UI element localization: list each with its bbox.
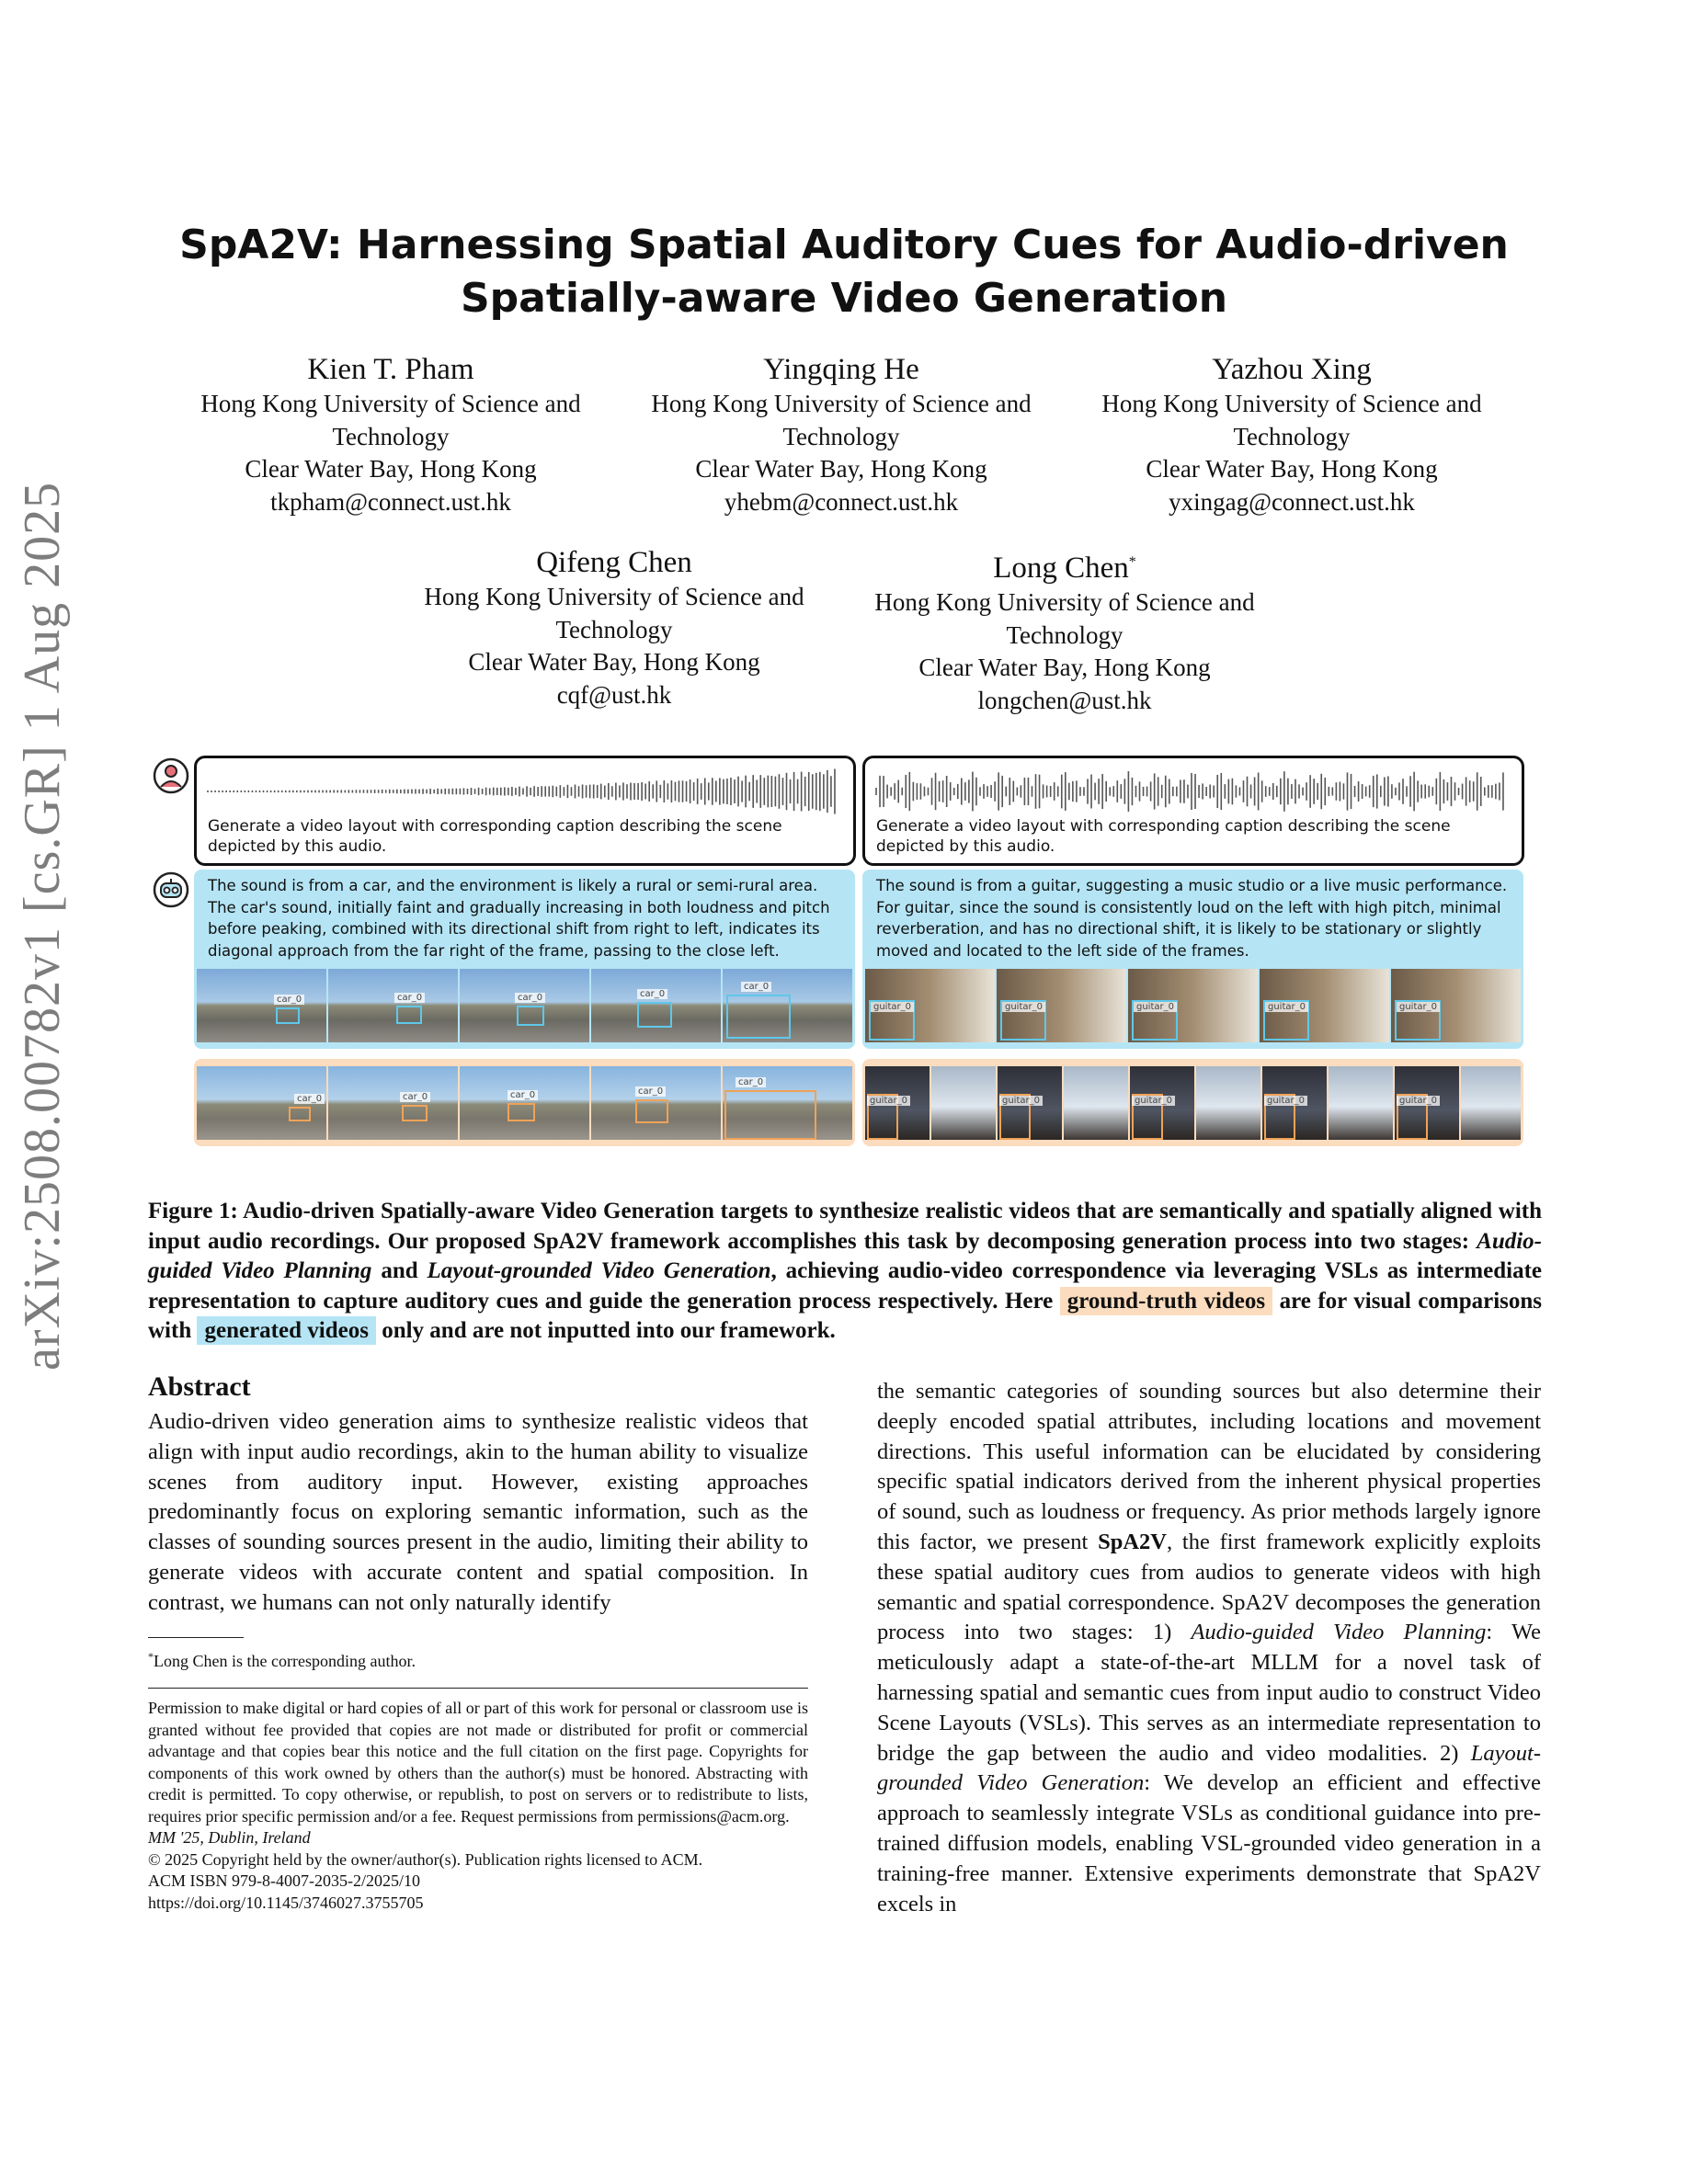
bbox-label: guitar_0 [1397,1002,1440,1012]
bounding-box [508,1103,535,1121]
title-line-1: SpA2V: Harnessing Spatial Auditory Cues for Audio-driven [179,222,1509,268]
author-affiliation: Hong Kong University of Science and [651,390,1032,417]
venue: MM '25, Dublin, Ireland [148,1828,311,1847]
bbox-label: car_0 [741,982,771,992]
author-name: Yingqing He [763,353,919,386]
video-frame [865,1066,930,1140]
caption-stage-1: Audio-guided Video Planning [148,1228,1542,1283]
author-location: Clear Water Bay, Hong Kong [1146,455,1438,483]
author-affiliation: Technology [782,422,900,450]
caption-text: and [371,1258,428,1283]
video-frame [197,1066,326,1140]
author-affiliation: Technology [1233,422,1351,450]
video-frame [1196,1066,1260,1140]
generated-frames-right [865,969,1521,1042]
abstract-text: , the first framework explicitly exploits these spatial auditory cues from audios to generate videos with high semantic and spatial correspondence. SpA2V decomposes the generation process into two stages: 1) [877,1529,1542,1645]
video-frame [1064,1066,1128,1140]
response-line: For guitar, since the sound is consistently loud on the left with high pitch, minimal [876,898,1501,916]
video-frame [1130,1066,1194,1140]
bounding-box [289,1107,311,1121]
generated-frames-left [197,969,852,1042]
abstract-text: : We develop an efficient and effective approach to seamlessly integrate VSLs as conditional guidance into pre-trained diffusion models, enabling VSL-grounded video generation in a training-free manner. Extensive experiments demonstrate that SpA2V excels in [877,1770,1542,1917]
video-frame [591,1066,721,1140]
video-frame [997,969,1126,1042]
author-affiliation: Technology [555,615,673,643]
bbox-label: car_0 [736,1077,766,1087]
video-frame [998,1066,1062,1140]
video-frame [723,1066,852,1140]
ground-truth-frames-right [865,1066,1521,1140]
author-name-text: Long Chen [993,552,1129,585]
video-frame [328,1066,458,1140]
bounding-box [724,1090,816,1140]
video-frame [1260,969,1389,1042]
author-name: Kien T. Pham [307,353,474,386]
author-block [849,544,1281,717]
video-frame [723,969,852,1042]
isbn: ACM ISBN 979-8-4007-2035-2/2025/10 [148,1871,420,1890]
bbox-label: car_0 [394,993,425,1003]
response-line: reverberation, and has no directional shift, it is likely to be stationary or slightly [876,920,1482,938]
video-frame [460,969,589,1042]
video-frame [460,1066,589,1140]
bbox-label: car_0 [294,1094,325,1104]
bbox-label: car_0 [508,1090,538,1100]
author-block [398,544,830,711]
bbox-label: guitar_0 [867,1096,910,1106]
bbox-label: guitar_0 [1264,1096,1307,1106]
audio-waveform-left [204,766,842,817]
bounding-box [396,1006,422,1024]
bbox-label: car_0 [400,1092,430,1102]
abstract-paragraph: Audio-driven video generation aims to synthesize realistic videos that align with input audio recordings, akin to the human ability to visualize scenes from auditory input. However, existing approaches predominantly focus on exploring semantic information, such as the classes of sounding sources present in the audio, limiting their ability to generate videos with accurate content and spatial composition. In contrast, we humans can not only naturally identify [148,1409,808,1615]
prompt-text-left: Generate a video layout with corresponding caption describing the scene depicted by this audio. [208,817,782,856]
bounding-box [402,1105,428,1121]
author-block [1076,351,1508,518]
paper-title [138,219,1550,325]
author-affiliation: Technology [332,422,450,450]
title-line-2: Spatially-aware Video Generation [460,275,1228,322]
author-email[interactable]: yhebm@connect.ust.hk [724,487,959,516]
author-name: Yazhou Xing [1212,353,1372,386]
abstract-text: the semantic categories of sounding sources but also determine their deeply encoded spatial attributes, including locations and movement directions. This useful information can be elucidated by considering specific spatial indicators derived from the inherent physical properties of sound, such as loudness or frequency. As prior methods largely ignore this factor, we present [877,1379,1541,1554]
response-line: moved and located to the left side of the frames. [876,941,1249,960]
bbox-label: guitar_0 [1397,1096,1440,1106]
footnote-text: Long Chen is the corresponding author. [154,1652,416,1670]
video-frame [591,969,721,1042]
author-name [849,544,1281,586]
corresponding-mark: * [1128,554,1136,570]
author-name: Qifeng Chen [536,546,692,579]
author-location: Clear Water Bay, Hong Kong [468,648,760,676]
author-affiliation: Hong Kong University of Science and [1101,390,1482,417]
response-line: The sound is from a car, and the environment is likely a rural or semi-rural area. [208,877,818,894]
bbox-label: car_0 [635,1086,666,1097]
prompt-text-right: Generate a video layout with corresponding caption describing the scene depicted by this audio. [876,817,1451,856]
permission-block [148,1698,808,1914]
bbox-label: guitar_0 [1132,1096,1175,1106]
video-frame [1461,1066,1521,1140]
bounding-box [726,995,791,1039]
bbox-label: guitar_0 [1265,1002,1308,1012]
author-location: Clear Water Bay, Hong Kong [918,654,1211,681]
author-location: Clear Water Bay, Hong Kong [245,455,537,483]
bbox-label: guitar_0 [999,1096,1043,1106]
response-line: The sound is from a guitar, suggesting a music studio or a live music performance. [876,877,1508,894]
caption-text: Figure 1: Audio-driven Spatially-aware Video Generation targets to synthesize realistic videos that are semantically and spatially aligned with input audio recordings. Our proposed SpA2V framework accomplishes this task by decomposing generation process into two stages: [148,1199,1542,1254]
response-text-right [876,875,1520,961]
response-line: diagonal approach from the far right of the frame, passing to the close left. [208,941,780,960]
footnote-mark: * [148,1650,154,1663]
bbox-label: car_0 [515,993,545,1003]
video-frame [1128,969,1258,1042]
abstract-right-column [877,1377,1541,1919]
author-affiliation: Hong Kong University of Science and [200,390,581,417]
video-frame [1329,1066,1393,1140]
caption-text: Here [1004,1288,1054,1314]
video-frame [1391,969,1521,1042]
bbox-label: car_0 [274,995,304,1005]
caption-text: only and are not inputted into our framework. [382,1318,836,1343]
bbox-label: guitar_0 [1002,1002,1045,1012]
bbox-label: guitar_0 [871,1002,914,1012]
video-frame [1262,1066,1327,1140]
footnote-rule [148,1637,244,1638]
author-email[interactable]: tkpham@connect.ust.hk [270,487,511,516]
copyright: © 2025 Copyright held by the owner/author(s). Publication rights licensed to ACM. [148,1849,703,1869]
user-icon [153,757,189,794]
response-line: before peaking, combined with its directional shift from right to left, indicates its [208,920,820,938]
robot-icon [153,871,189,908]
caption-text: , achieving audio-video correspondence via leveraging VSLs as intermediate representation to capture auditory cues and guide the generation process respectively. [148,1258,1542,1314]
author-block [625,351,1057,518]
framework-name: SpA2V [1098,1529,1167,1554]
bounding-box [635,1099,668,1123]
author-email[interactable]: longchen@ust.hk [977,686,1152,714]
author-affiliation: Hong Kong University of Science and [424,583,804,610]
audio-waveform-right [873,766,1511,817]
video-frame [1395,1066,1459,1140]
caption-text: are for visual comparisons with [148,1288,1543,1343]
footnote [148,1646,808,1673]
stage-1-name: Audio-guided Video Planning [1191,1620,1487,1645]
caption-stage-2: Layout-grounded Video Generation [427,1258,771,1283]
author-block [175,351,607,518]
bounding-box [637,1002,672,1028]
permission-rule [148,1688,808,1689]
author-affiliation: Hong Kong University of Science and [874,588,1255,616]
abstract-paragraph [877,1377,1541,1919]
video-frame [328,969,458,1042]
video-frame [865,969,995,1042]
abstract-text: : We meticulously adapt a state-of-the-art MLLM for a novel task of harnessing spatial and semantic cues from input audio to construct Video Scene Layouts (VSLs). This serves as an intermediate representation to bridge the gap between the audio and video modalities. 2) [877,1620,1541,1766]
author-location: Clear Water Bay, Hong Kong [695,455,987,483]
response-line: The car's sound, initially faint and gradually increasing in both loudness and pitch [208,898,830,916]
arxiv-identifier: arXiv:2508.00782v1 [cs.GR] 1 Aug 2025 [14,481,71,1371]
bbox-label: guitar_0 [1134,1002,1177,1012]
video-frame [197,969,326,1042]
author-affiliation: Technology [1006,620,1123,649]
author-email[interactable]: yxingag@connect.ust.hk [1169,487,1415,516]
ground-truth-legend: ground-truth videos [1060,1287,1272,1315]
bounding-box [517,1006,544,1026]
bbox-label: car_0 [637,989,667,999]
abstract-left-column [148,1407,808,1619]
bounding-box [276,1007,300,1024]
doi-link[interactable]: https://doi.org/10.1145/3746027.3755705 [148,1893,424,1912]
ground-truth-frames-left [197,1066,852,1140]
author-email[interactable]: cqf@ust.hk [556,680,672,709]
stage-2-name: Layout-grounded Video Generation [877,1740,1541,1796]
abstract-heading: Abstract [148,1371,251,1402]
figure-caption [148,1197,1542,1347]
generated-legend: generated videos [197,1316,375,1345]
video-frame [931,1066,996,1140]
response-text-left [208,875,851,961]
permission-text: Permission to make digital or hard copies of all or part of this work for personal or classroom use is granted without fee provided that copies are not made or distributed for profit or commercial advantage and that copies bear this notice and the full citation on the first page. Copyrights for components of this work owned by others than the author(s) must be honored. Abstracting with credit is permitted. To copy otherwise, or republish, to post on servers or to redistribute to lists, requires prior specific permission and/or a fee. Request permissions from permissions@acm.org. [148,1699,808,1826]
